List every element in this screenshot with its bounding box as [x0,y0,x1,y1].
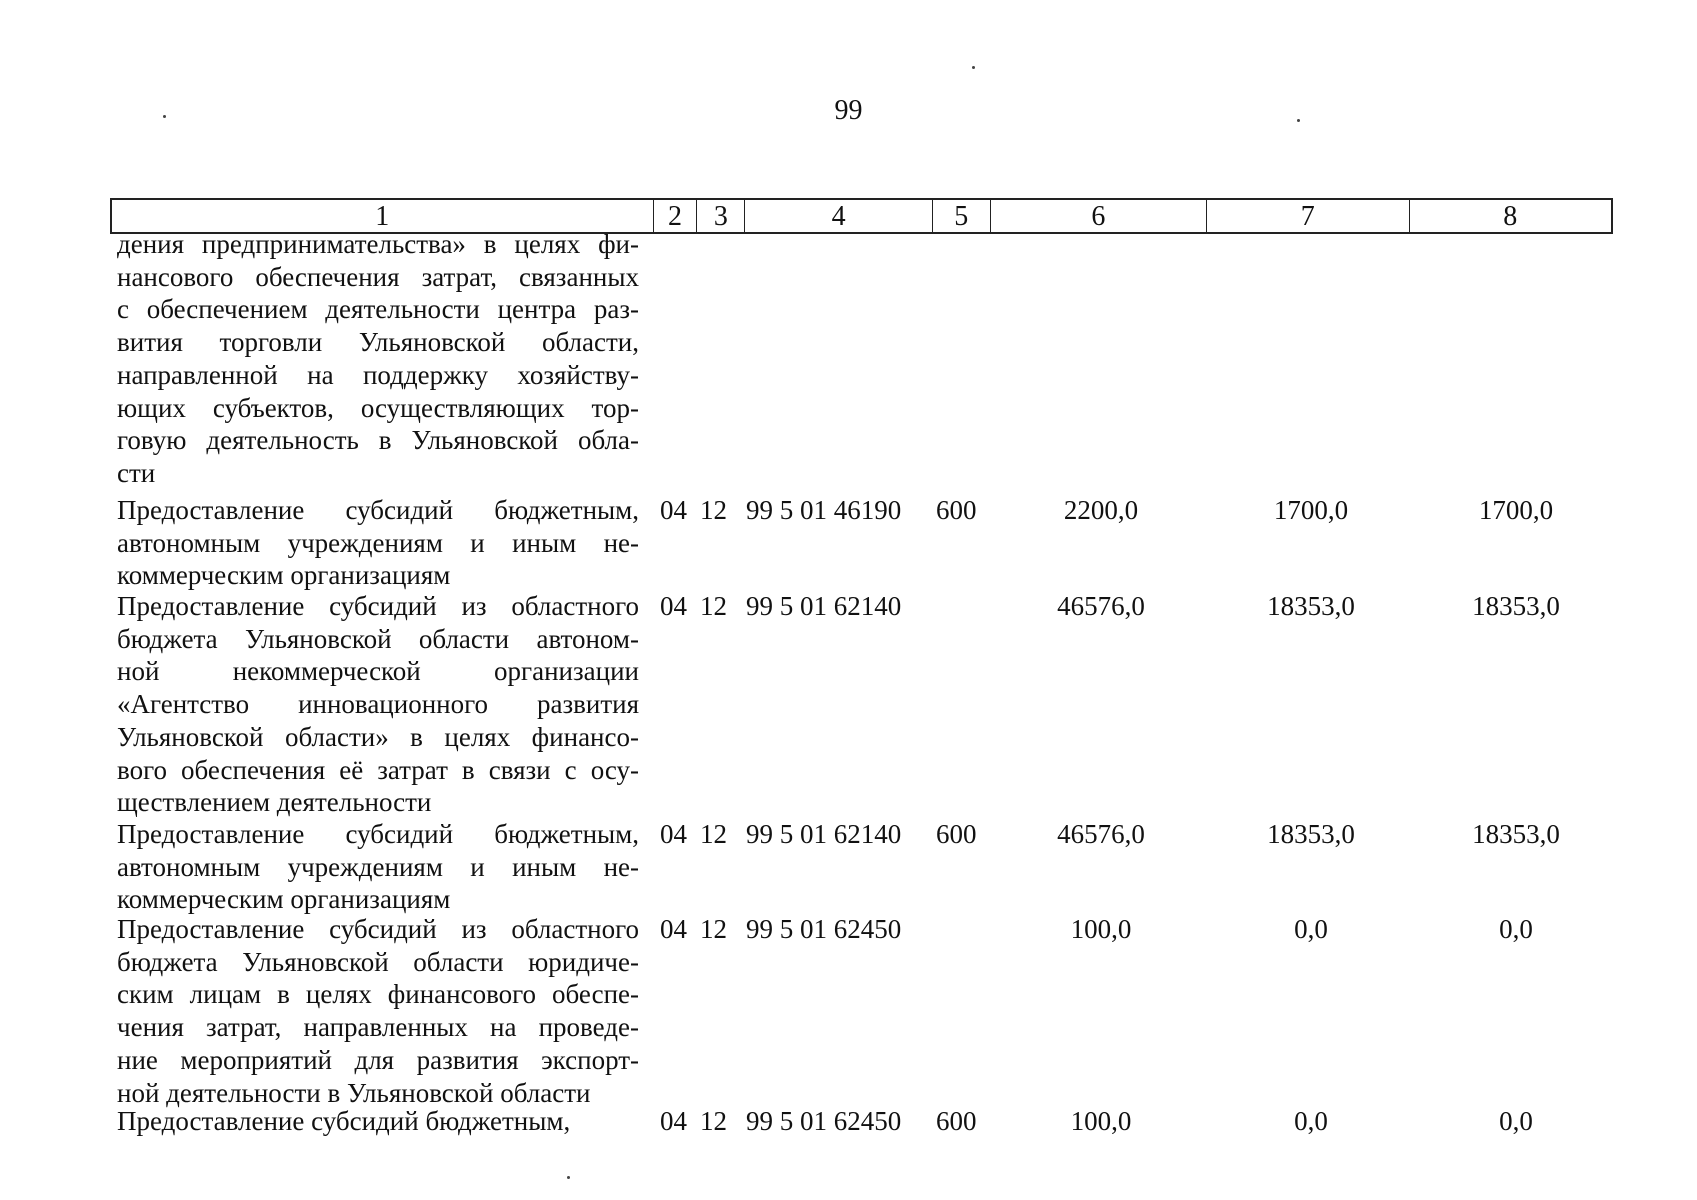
description-line: чения затрат, направленных на проведе- [117,1012,639,1043]
table-row [117,228,1616,490]
description-line: ществлением деятельности [117,787,432,818]
column-header-1: 1 [112,200,654,232]
scan-speck [972,66,975,69]
description-line: сти [117,457,156,488]
page-number: 99 [834,95,863,126]
cell-col-7: 18353,0 [1267,819,1355,849]
cell-col-8: 0,0 [1499,914,1533,944]
cell-col-4: 99 5 01 62140 [746,591,902,621]
column-header-2: 2 [654,200,698,232]
scan-speck [163,115,166,118]
description-line: Предоставление субсидий бюджетным, [117,1106,571,1136]
description-line: Предоставление субсидий бюджетным, [117,819,639,849]
description-line: ние мероприятий для развития экспорт- [117,1044,639,1075]
cell-col-5: 600 [936,495,977,525]
cell-col-6: 2200,0 [1063,495,1139,525]
description-line: автономным учреждениям и иным не- [117,527,639,558]
row-description [117,1105,639,1138]
description-line: нансового обеспечения затрат, связанных [117,261,639,292]
table-row [117,818,1616,916]
description-line: вого обеспечения её затрат в связи с осу- [117,754,639,785]
cell-col-3: 12 [700,1106,727,1136]
table-row [117,494,1616,592]
cell-col-6: 46576,0 [1057,591,1145,621]
cell-col-3: 12 [700,495,727,525]
cell-col-8: 18353,0 [1472,819,1560,849]
description-line: коммерческим организациям [117,884,451,915]
description-line: вития торговли Ульяновской области, [117,327,639,358]
cell-col-2: 04 [660,914,687,944]
description-line: бюджета Ульяновской области юридиче- [117,946,639,977]
cell-col-8: 1700,0 [1478,495,1554,525]
table-row [117,1105,1616,1138]
cell-col-2: 04 [660,1106,687,1136]
cell-col-3: 12 [700,914,727,944]
row-description [117,494,639,592]
cell-col-4: 99 5 01 62140 [746,819,902,849]
description-line: Предоставление субсидий из областного [117,914,639,944]
cell-col-8: 0,0 [1499,1106,1533,1136]
row-description [117,590,639,819]
scan-speck [567,1176,570,1179]
row-description [117,818,639,916]
description-line: ским лицам в целях финансового обеспе- [117,979,639,1010]
description-line: Ульяновской области» в целях финансо- [117,721,639,752]
description-line: ной деятельности в Ульяновской области [117,1077,591,1108]
cell-col-3: 12 [700,591,727,621]
cell-col-7: 1700,0 [1273,495,1349,525]
description-line: направленной на поддержку хозяйству- [117,359,639,390]
cell-col-2: 04 [660,495,687,525]
cell-col-4: 99 5 01 46190 [746,495,902,525]
row-description [117,913,639,1109]
description-line: Предоставление субсидий бюджетным, [117,495,639,525]
cell-col-2: 04 [660,819,687,849]
cell-col-7: 0,0 [1294,1106,1328,1136]
cell-col-6: 100,0 [1070,914,1132,944]
column-header-5: 5 [933,200,991,232]
description-line: Предоставление субсидий из областного [117,591,639,621]
cell-col-3: 12 [700,819,727,849]
cell-col-5: 600 [936,1106,977,1136]
description-line: ющих субъектов, осуществляющих тор- [117,392,639,423]
cell-col-5: 600 [936,819,977,849]
cell-col-8: 18353,0 [1472,591,1560,621]
scan-speck [1297,119,1300,122]
column-header-3: 3 [697,200,745,232]
description-line: ной некоммерческой организации [117,656,639,687]
description-line: «Агентство инновационного развития [117,689,639,720]
column-header-6: 6 [991,200,1207,232]
cell-col-4: 99 5 01 62450 [746,1106,902,1136]
table-row [117,590,1616,819]
table-row [117,913,1616,1109]
row-description [117,228,639,490]
description-line: автономным учреждениям и иным не- [117,851,639,882]
cell-col-2: 04 [660,591,687,621]
description-line: бюджета Ульяновской области автоном- [117,623,639,654]
description-line: говую деятельность в Ульяновской обла- [117,425,639,456]
cell-col-6: 46576,0 [1057,819,1145,849]
cell-col-7: 0,0 [1294,914,1328,944]
description-line: дения предпринимательства» в целях фи- [117,229,639,259]
cell-col-7: 18353,0 [1267,591,1355,621]
column-header-8: 8 [1503,201,1518,232]
cell-col-6: 100,0 [1070,1106,1132,1136]
column-header-7: 7 [1207,200,1409,232]
cell-col-4: 99 5 01 62450 [746,914,902,944]
description-line: коммерческим организациям [117,560,451,591]
column-header-4: 4 [745,200,933,232]
description-line: с обеспечением деятельности центра раз- [117,294,639,325]
